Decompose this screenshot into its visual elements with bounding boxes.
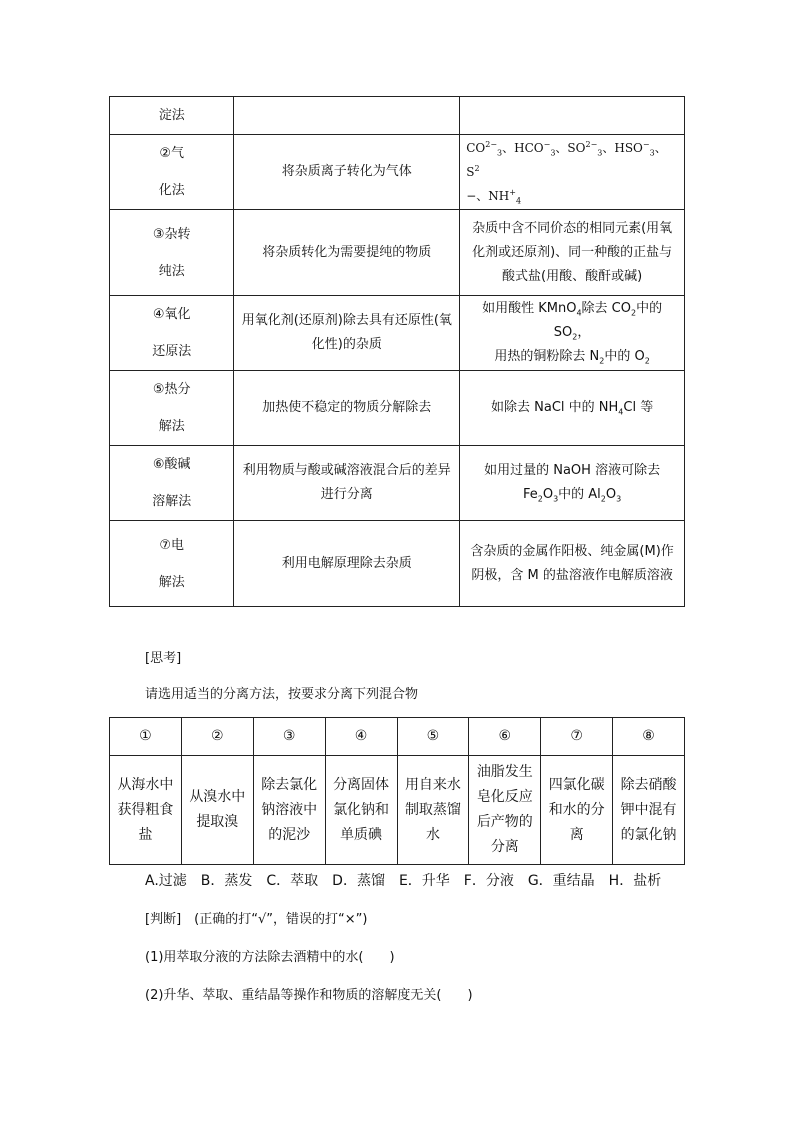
method-cell [110,296,234,371]
example-sub: 4 [576,308,582,318]
example-text: O [605,487,617,502]
mixture-cell: 用自来水制取蒸馏水 [397,756,469,865]
table-row [110,296,685,371]
method-name: 溶解法 [152,494,192,509]
method-cell [110,135,234,210]
example-text: 、HCO [502,141,544,155]
table-row [110,446,685,521]
mixture-cell: 从海水中获得粗食盐 [110,756,182,865]
number-cell: ① [110,718,182,756]
example-text: O [542,487,554,502]
method-name: 淀法 [158,108,185,123]
number-cell: ② [181,718,253,756]
method-cell [110,521,234,607]
principle-cell: 利用物质与酸或碱溶液混合后的差异进行分离 [234,446,460,521]
mixture-cell: 分离固体氯化钠和单质碘 [325,756,397,865]
example-sub: 2 [537,494,543,504]
mixture-cell: 油脂发生皂化反应后产物的分离 [469,756,541,865]
table-row [110,371,685,446]
example-text: Cl 等 [623,400,654,415]
example-sub: 2 [572,332,578,342]
method-name: 解法 [158,574,185,590]
mixture-cell: 除去硝酸钾中混有的氯化钠 [613,756,685,865]
example-text: 如用过量的 NaOH 溶液可除去 [484,463,661,478]
principle-cell: 将杂质离子转化为气体 [234,135,460,210]
example-sub: 4 [618,407,624,417]
mixture-cell: 四氯化碳和水的分离 [541,756,613,865]
judge-item-1: (1)用萃取分液的方法除去酒精中的水( ) [145,950,395,965]
method-cell [110,446,234,521]
example-sub: 3 [597,148,603,158]
method-name: ③杂转 [152,226,191,242]
principle-cell [234,97,460,135]
options-line: A.过滤 B．蒸发 C．萃取 D．蒸馏 E．升华 F．分液 G．重结晶 H．盐析 [145,873,662,889]
example-text: 用热的铜粉除去 N [494,349,600,364]
table-row [110,521,685,607]
method-name: ⑤热分 [152,382,191,397]
method-name: ⑦电 [159,537,185,553]
number-cell: ⑦ [541,718,613,756]
method-name: ②气 [159,146,185,161]
example-sub: 2 [600,494,606,504]
example-sub: 3 [497,148,503,158]
example-text: 如用酸性 KMnO [482,301,577,316]
example-sup: + [509,188,516,197]
example-text: Fe [522,487,538,502]
method-name: 还原法 [152,344,192,359]
example-sup: − [642,140,650,149]
method-name: 化法 [158,183,185,198]
number-cell: ⑧ [613,718,685,756]
example-text: 、SO [555,141,586,155]
mixtures-table [109,717,685,865]
number-cell: ③ [253,718,325,756]
purification-methods-table [109,96,685,607]
mixture-cell: 从溴水中提取溴 [181,756,253,865]
number-cell: ⑤ [397,718,469,756]
method-name: 纯法 [158,263,185,279]
think-prompt: 请选用适当的分离方法，按要求分离下列混合物 [145,687,419,702]
example-sub: 2 [644,356,650,366]
mixture-cell: 除去氯化钠溶液中的泥沙 [253,756,325,865]
example-cell [460,97,685,135]
method-name: ④氧化 [152,307,191,322]
table-row [110,135,685,210]
table-row [110,718,685,756]
example-cell [460,135,685,210]
example-sub: 2 [631,308,637,318]
example-text: ， [577,325,591,340]
principle-cell: 将杂质转化为需要提纯的物质 [234,210,460,296]
table-row [110,210,685,296]
example-text: 如除去 NaCl 中的 NH [491,400,619,415]
method-name: ⑥酸碱 [152,457,191,472]
example-sub: 3 [550,148,556,158]
example-sub: 4 [515,196,522,206]
example-sup: 2− [485,140,498,149]
judge-title: [判断] (正确的打“√”，错误的打“×”) [145,912,368,927]
method-cell [110,97,234,135]
example-text: 中的 Al [558,487,601,502]
table-row [110,756,685,865]
example-text: 、HSO [602,141,643,155]
example-cell [460,296,685,371]
principle-cell: 用氧化剂(还原剂)除去具有还原性(氧化性)的杂质 [234,296,460,371]
example-text: −、NH [466,189,510,203]
example-sub: 3 [649,148,655,158]
example-sub: 3 [616,494,622,504]
example-text: 除去 CO [581,301,631,316]
method-name: 解法 [158,419,185,434]
example-sup: − [543,140,551,149]
example-text: 、S [466,141,667,179]
example-sub: 3 [553,494,559,504]
method-cell [110,210,234,296]
example-text: 中的 O [604,349,645,364]
example-text: CO [466,141,486,155]
number-cell: ⑥ [469,718,541,756]
table-row [110,97,685,135]
example-sup: 2 [474,164,480,173]
example-cell: 杂质中含不同价态的相同元素(用氧化剂或还原剂)、同一种酸的正盐与酸式盐(用酸、酸酐或碱) [460,210,685,296]
judge-item-2: (2)升华、萃取、重结晶等操作和物质的溶解度无关( ) [145,988,473,1003]
principle-cell: 加热使不稳定的物质分解除去 [234,371,460,446]
example-cell [460,371,685,446]
example-cell [460,446,685,521]
principle-cell: 利用电解原理除去杂质 [234,521,460,607]
example-sup: 2− [585,140,598,149]
think-title: [思考] [145,651,182,666]
number-cell: ④ [325,718,397,756]
method-cell [110,371,234,446]
example-text: 中的 SO [553,301,663,340]
example-cell: 含杂质的金属作阳极、纯金属(M)作阴极，含 M 的盐溶液作电解质溶液 [460,521,685,607]
example-sub: 2 [599,356,605,366]
